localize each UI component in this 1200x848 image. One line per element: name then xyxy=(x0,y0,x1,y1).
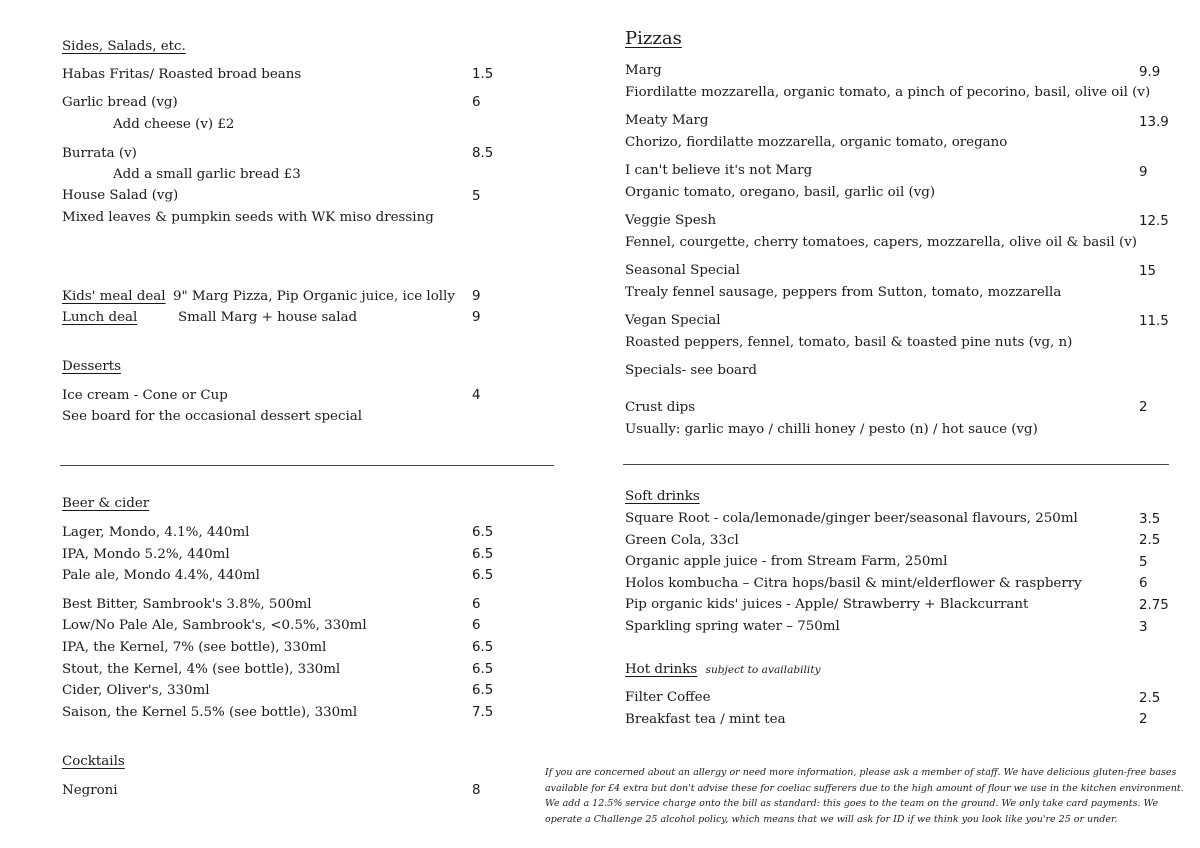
soft-drink-name: Sparkling spring water – 750ml xyxy=(625,619,840,634)
beer-item-name: Best Bitter, Sambrook's 3.8%, 500ml xyxy=(62,597,312,612)
pizza-name: Seasonal Special xyxy=(625,263,740,278)
allergy-footnote: If you are concerned about an allergy or need more information, please ask a member of staff. We have delicious gluten-free bases available for £4 extra but don't advise these for coeliac sufferers due to the high amount of flour we use in the kitchen environment. We add a 12.5% service charge onto the bill as standard: this goes to the team on the ground. We only take card payments. We operate a Challenge 25 alcohol policy, which means that we will ask for ID if we think you look like you're 25 or under. xyxy=(545,767,1184,825)
beer-item-price: 6.5 xyxy=(472,640,494,655)
kids-deal-label: Kids' meal deal xyxy=(62,289,166,304)
sides-item-price: 5 xyxy=(472,189,481,204)
sides-item-name: Garlic bread (vg) xyxy=(62,95,178,110)
dessert-item-name: Ice cream - Cone or Cup xyxy=(62,388,228,403)
beer-item-price: 6.5 xyxy=(472,683,494,698)
cocktails-heading: Cocktails xyxy=(62,754,125,769)
hot-drink-price: 2.5 xyxy=(1139,691,1161,706)
pizza-name: Vegan Special xyxy=(625,313,721,328)
hot-drinks-subtitle: subject to availability xyxy=(705,664,821,676)
pizza-desc: Organic tomato, oregano, basil, garlic oil (vg) xyxy=(625,185,936,200)
kids-deal-price: 9 xyxy=(472,289,481,304)
sides-item-addon: Add cheese (v) £2 xyxy=(113,117,235,132)
sides-item-addon: Add a small garlic bread £3 xyxy=(113,167,301,182)
beer-item-name: Low/No Pale Ale, Sambrook's, <0.5%, 330ml xyxy=(62,618,367,633)
soft-drink-price: 2.75 xyxy=(1139,598,1169,613)
soft-drink-name: Square Root - cola/lemonade/ginger beer/seasonal flavours, 250ml xyxy=(625,511,1078,526)
beer-item-name: Stout, the Kernel, 4% (see bottle), 330ml xyxy=(62,662,341,677)
dessert-item-price: 4 xyxy=(472,388,481,403)
pizza-price: 9.9 xyxy=(1139,65,1161,80)
desserts-note: See board for the occasional dessert special xyxy=(62,409,363,424)
sides-item-price: 1.5 xyxy=(472,67,494,82)
soft-drinks-heading: Soft drinks xyxy=(625,489,700,504)
crust-dips-desc: Usually: garlic mayo / chilli honey / pesto (n) / hot sauce (vg) xyxy=(625,422,1038,437)
beer-item-price: 6 xyxy=(472,618,481,633)
kids-deal-desc: 9" Marg Pizza, Pip Organic juice, ice lolly xyxy=(173,289,455,304)
sides-item-price: 6 xyxy=(472,95,481,110)
soft-drink-price: 6 xyxy=(1139,576,1148,591)
beer-item-name: Pale ale, Mondo 4.4%, 440ml xyxy=(62,568,260,583)
beer-heading: Beer & cider xyxy=(62,496,150,511)
specials-line: Specials- see board xyxy=(625,363,757,378)
soft-drink-price: 2.5 xyxy=(1139,533,1161,548)
soft-drink-price: 5 xyxy=(1139,555,1148,570)
soft-drink-name: Pip organic kids' juices - Apple/ Strawberry + Blackcurrant xyxy=(625,597,1029,612)
divider xyxy=(623,464,1169,465)
pizza-name: I can't believe it's not Marg xyxy=(625,163,813,178)
hot-drinks-heading: Hot drinks xyxy=(625,662,698,677)
pizza-price: 12.5 xyxy=(1139,214,1169,229)
pizza-name: Meaty Marg xyxy=(625,113,709,128)
beer-item-price: 7.5 xyxy=(472,705,494,720)
soft-drink-price: 3 xyxy=(1139,620,1148,635)
beer-item-price: 6.5 xyxy=(472,662,494,677)
pizza-desc: Chorizo, fiordilatte mozzarella, organic tomato, oregano xyxy=(625,135,1008,150)
pizza-price: 9 xyxy=(1139,165,1148,180)
crust-dips-name: Crust dips xyxy=(625,400,696,415)
lunch-deal-label: Lunch deal xyxy=(62,310,138,325)
sides-item-name: House Salad (vg) xyxy=(62,188,179,203)
beer-item-name: Lager, Mondo, 4.1%, 440ml xyxy=(62,525,250,540)
pizza-price: 15 xyxy=(1139,264,1157,279)
beer-item-price: 6.5 xyxy=(472,547,494,562)
pizza-name: Marg xyxy=(625,63,662,78)
beer-item-name: Cider, Oliver's, 330ml xyxy=(62,683,210,698)
pizza-desc: Trealy fennel sausage, peppers from Sutton, tomato, mozzarella xyxy=(625,285,1062,300)
pizza-desc: Fiordilatte mozzarella, organic tomato, a pinch of pecorino, basil, olive oil (v) xyxy=(625,85,1151,100)
soft-drink-name: Holos kombucha – Citra hops/basil & mint/elderflower & raspberry xyxy=(625,576,1082,591)
pizza-name: Veggie Spesh xyxy=(625,213,717,228)
soft-drink-price: 3.5 xyxy=(1139,512,1161,527)
sides-heading: Sides, Salads, etc. xyxy=(62,39,186,54)
hot-drink-price: 2 xyxy=(1139,712,1148,727)
divider xyxy=(60,465,554,466)
beer-item-name: IPA, the Kernel, 7% (see bottle), 330ml xyxy=(62,640,327,655)
beer-item-name: IPA, Mondo 5.2%, 440ml xyxy=(62,547,230,562)
pizza-price: 13.9 xyxy=(1139,115,1169,130)
lunch-deal-price: 9 xyxy=(472,310,481,325)
soft-drink-name: Green Cola, 33cl xyxy=(625,533,739,548)
soft-drink-name: Organic apple juice - from Stream Farm, 250ml xyxy=(625,554,948,569)
pizza-desc: Roasted peppers, fennel, tomato, basil & toasted pine nuts (vg, n) xyxy=(625,335,1073,350)
beer-item-price: 6.5 xyxy=(472,525,494,540)
pizza-price: 11.5 xyxy=(1139,314,1169,329)
pizzas-heading: Pizzas xyxy=(625,28,682,49)
hot-drink-name: Breakfast tea / mint tea xyxy=(625,712,786,727)
hot-drinks-heading-row xyxy=(625,663,821,676)
beer-item-price: 6.5 xyxy=(472,568,494,583)
sides-item-name: Burrata (v) xyxy=(62,146,137,161)
desserts-heading: Desserts xyxy=(62,359,121,374)
beer-item-name: Saison, the Kernel 5.5% (see bottle), 330ml xyxy=(62,705,358,720)
beer-item-price: 6 xyxy=(472,597,481,612)
lunch-deal-desc: Small Marg + house salad xyxy=(178,310,358,325)
crust-dips-price: 2 xyxy=(1139,400,1148,415)
cocktail-item-name: Negroni xyxy=(62,783,118,798)
sides-item-name: Habas Fritas/ Roasted broad beans xyxy=(62,67,302,82)
pizza-desc: Fennel, courgette, cherry tomatoes, capers, mozzarella, olive oil & basil (v) xyxy=(625,235,1137,250)
cocktail-item-price: 8 xyxy=(472,783,481,798)
hot-drink-name: Filter Coffee xyxy=(625,690,711,705)
sides-item-price: 8.5 xyxy=(472,146,494,161)
sides-item-desc: Mixed leaves & pumpkin seeds with WK miso dressing xyxy=(62,210,434,225)
